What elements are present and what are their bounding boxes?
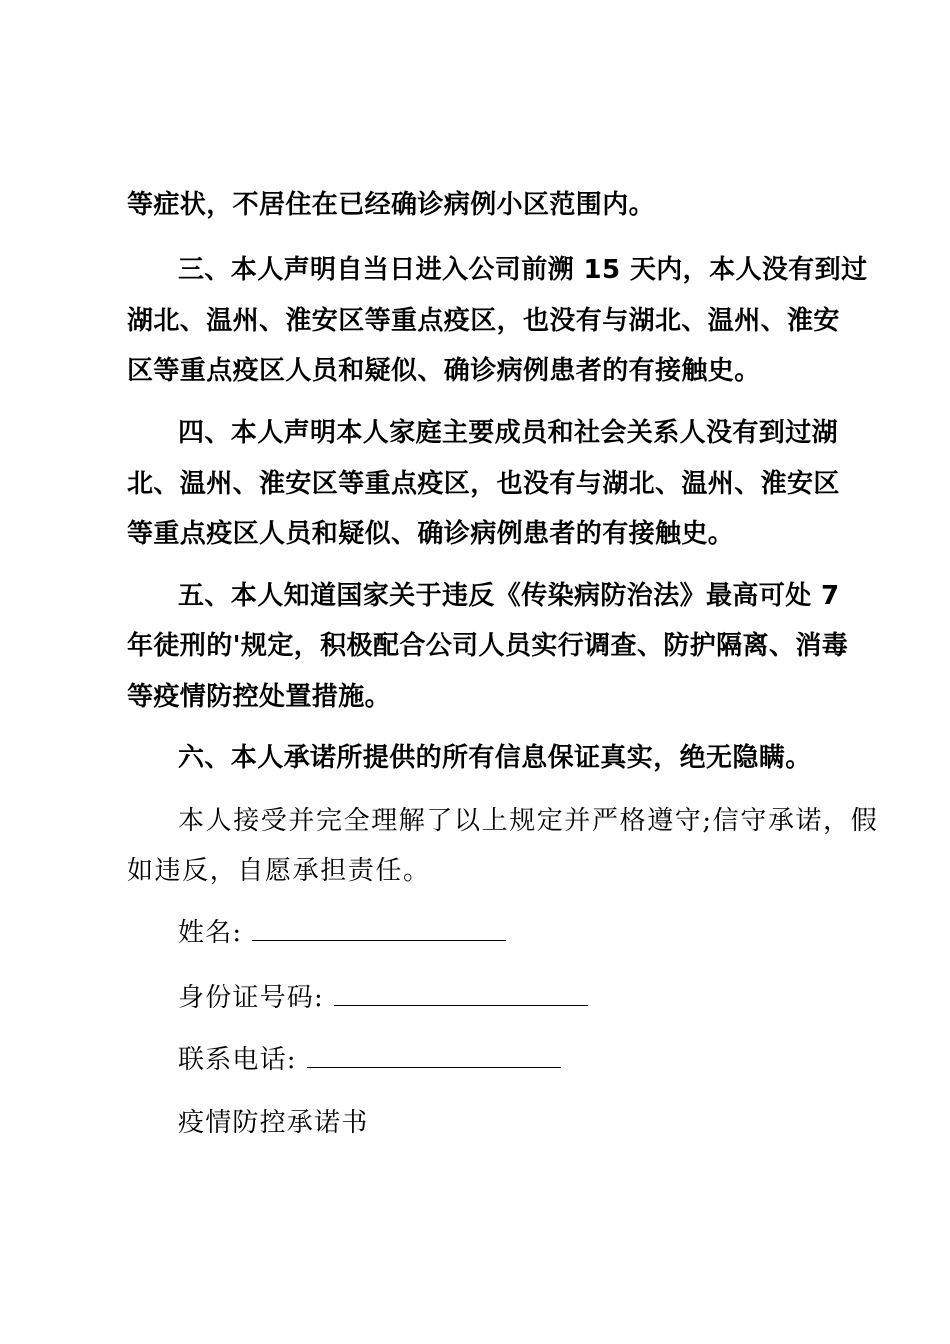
paragraph-line: 湖北、温州、淮安区等重点疫区，也没有与湖北、温州、淮安 (127, 306, 840, 336)
paragraph-line: 五、本人知道国家关于违反《传染病防治法》最高可处 7 (178, 581, 840, 611)
paragraph-line: 等重点疫区人员和疑似、确诊病例患者的有接触史。 (127, 519, 735, 549)
paragraph-line: 四、本人声明本人家庭主要成员和社会关系人没有到过湖 (178, 418, 839, 448)
paragraph-line: 年徒刑的'规定，积极配合公司人员实行调查、防护隔离、消毒 (127, 631, 849, 661)
id-number-blank[interactable] (334, 983, 588, 1006)
footer-title: 疫情防控承诺书 (178, 1108, 369, 1138)
paragraph-line: 区等重点疫区人员和疑似、确诊病例患者的有接触史。 (127, 356, 761, 386)
phone-field (178, 1043, 561, 1077)
phone-label: 联系电话: (178, 1045, 297, 1075)
paragraph-line: 六、本人承诺所提供的所有信息保证真实，绝无隐瞒。 (178, 743, 812, 773)
name-blank[interactable] (252, 918, 506, 941)
paragraph-line: 等疫情防控处置措施。 (127, 682, 392, 712)
paragraph-line: 北、温州、淮安区等重点疫区，也没有与湖北、温州、淮安区 (127, 469, 840, 499)
paragraph-line: 等症状，不居住在已经确诊病例小区范围内。 (127, 190, 656, 220)
name-field (178, 916, 506, 950)
id-number-label: 身份证号码: (178, 983, 324, 1013)
paragraph-line: 本人接受并完全理解了以上规定并严格遵守;信守承诺，假 (178, 806, 879, 836)
paragraph-line: 三、本人声明自当日进入公司前溯 15 天内，本人没有到过 (178, 255, 868, 285)
id-number-field (178, 981, 588, 1015)
phone-blank[interactable] (307, 1045, 561, 1068)
name-label: 姓名: (178, 918, 243, 948)
paragraph-line: 如违反，自愿承担责任。 (127, 856, 431, 886)
